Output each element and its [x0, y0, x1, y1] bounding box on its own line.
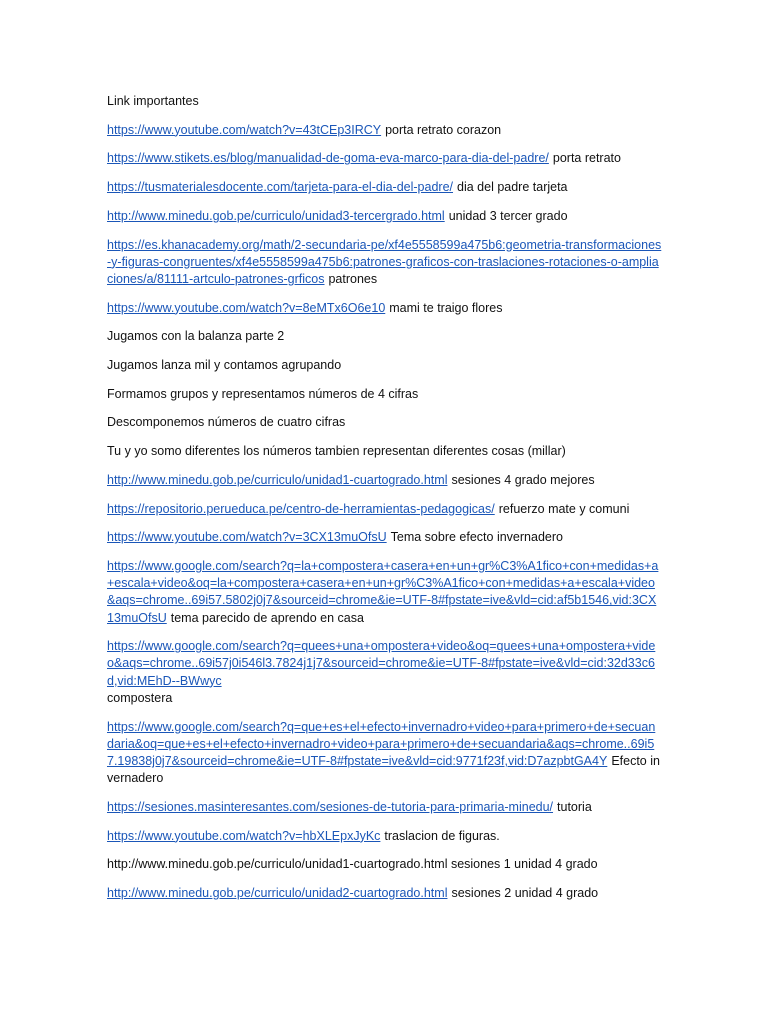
- link-entry: [107, 638, 662, 707]
- hyperlink[interactable]: https://www.google.com/search?q=que+es+el+efecto+invernadro+video+para+primero+de+secuandaria&oq=que+es+el+efecto+invernadro+video+para+primero+de+secuandaria&aqs=chrome..69i57.19838j0j7&sourceid=chrome&ie=UTF-8#fpstate=ive&vld=cid:9771f23f,vid:D7azpbtGA4Y: [107, 719, 656, 768]
- link-note: dia del padre tarjeta: [457, 180, 568, 195]
- text-entry: Tu y yo somo diferentes los números tambien representan diferentes cosas (millar): [107, 444, 566, 459]
- link-entry: [107, 799, 662, 816]
- link-entry: [107, 719, 662, 788]
- document-page: [107, 93, 662, 914]
- text-entry: Jugamos con la balanza parte 2: [107, 329, 285, 344]
- link-entry: [107, 300, 662, 317]
- link-entry: [107, 122, 662, 139]
- text-entry: Descomponemos números de cuatro cifras: [107, 415, 346, 430]
- link-note: Tema sobre efecto invernadero: [390, 530, 563, 545]
- text-entry: Jugamos lanza mil y contamos agrupando: [107, 358, 342, 373]
- link-entry: [107, 208, 662, 225]
- hyperlink[interactable]: https://www.google.com/search?q=la+compostera+casera+en+un+gr%C3%A1fico+con+medidas+a+escala+video&oq=la+compostera+casera+en+un+gr%C3%A1fico+con+medidas+a+escala+video&aqs=chrome..69i57.5802j0j7&sourceid=chrome&ie=UTF-8#fpstate=ive&vld=cid:af5b1546,vid:3CX13muOfsU: [107, 558, 659, 625]
- link-note: porta retrato: [552, 151, 621, 166]
- link-entry: [107, 150, 662, 167]
- hyperlink[interactable]: http://www.minedu.gob.pe/curriculo/unidad2-cuartogrado.html: [107, 886, 448, 900]
- link-note: Efecto invernadero: [107, 753, 660, 786]
- link-entry: [107, 179, 662, 196]
- link-note: unidad 3 tercer grado: [448, 208, 568, 223]
- hyperlink[interactable]: https://tusmaterialesdocente.com/tarjeta-para-el-dia-del-padre/: [107, 180, 454, 195]
- text-entry: Formamos grupos y representamos números de 4 cifras: [107, 386, 419, 401]
- link-entry: [107, 501, 662, 518]
- hyperlink[interactable]: https://www.stikets.es/blog/manualidad-de-goma-eva-marco-para-dia-del-padre/: [107, 151, 549, 166]
- link-note: sesiones 2 unidad 4 grado: [451, 886, 599, 900]
- text-entry: http://www.minedu.gob.pe/curriculo/unidad1-cuartogrado.html sesiones 1 unidad 4 grado: [107, 857, 598, 872]
- link-note: compostera: [107, 690, 173, 705]
- hyperlink[interactable]: https://www.google.com/search?q=quees+una+ompostera+video&oq=quees+una+ompostera+video&aqs=chrome..69i57j0i546l3.7824j1j7&sourceid=chrome&ie=UTF-8#fpstate=ive&vld=cid:32d33c6d,vid:MEhD--BWwyc: [107, 639, 656, 688]
- link-entry: [107, 558, 662, 627]
- hyperlink[interactable]: https://es.khanacademy.org/math/2-secundaria-pe/xf4e5558599a475b6:geometria-transformaciones-y-figuras-congruentes/xf4e5558599a475b6:patrones-graficos-con-traslaciones-rotaciones-o-ampliaciones/a/81111-artculo-patrones-grficos: [107, 237, 662, 286]
- hyperlink[interactable]: https://www.youtube.com/watch?v=8eMTx6O6e10: [107, 300, 386, 315]
- hyperlink[interactable]: http://www.minedu.gob.pe/curriculo/unidad1-cuartogrado.html: [107, 472, 448, 487]
- link-entry: [107, 885, 662, 902]
- link-note: mami te traigo flores: [389, 300, 503, 315]
- link-note: refuerzo mate y comuni: [498, 501, 630, 516]
- link-note: patrones: [328, 271, 378, 286]
- link-entry: [107, 237, 662, 289]
- link-entry: [107, 472, 662, 489]
- heading: Link importantes: [107, 94, 199, 108]
- link-list: [107, 122, 662, 903]
- link-note: tema parecido de aprendo en casa: [170, 610, 364, 625]
- link-note: sesiones 4 grado mejores: [451, 472, 595, 487]
- link-entry: [107, 529, 662, 546]
- hyperlink[interactable]: https://www.youtube.com/watch?v=hbXLEpxJyKc: [107, 828, 381, 843]
- hyperlink[interactable]: https://www.youtube.com/watch?v=3CX13muOfsU: [107, 530, 387, 545]
- hyperlink[interactable]: https://www.youtube.com/watch?v=43tCEp3IRCY: [107, 122, 382, 137]
- hyperlink[interactable]: https://sesiones.masinteresantes.com/sesiones-de-tutoria-para-primaria-minedu/: [107, 799, 554, 814]
- link-note: porta retrato corazon: [385, 122, 502, 137]
- hyperlink[interactable]: http://www.minedu.gob.pe/curriculo/unidad3-tercergrado.html: [107, 208, 445, 223]
- link-entry: [107, 828, 662, 845]
- link-note: traslacion de figuras.: [384, 828, 500, 843]
- hyperlink[interactable]: https://repositorio.perueduca.pe/centro-de-herramientas-pedagogicas/: [107, 501, 495, 516]
- link-note: tutoria: [557, 799, 592, 814]
